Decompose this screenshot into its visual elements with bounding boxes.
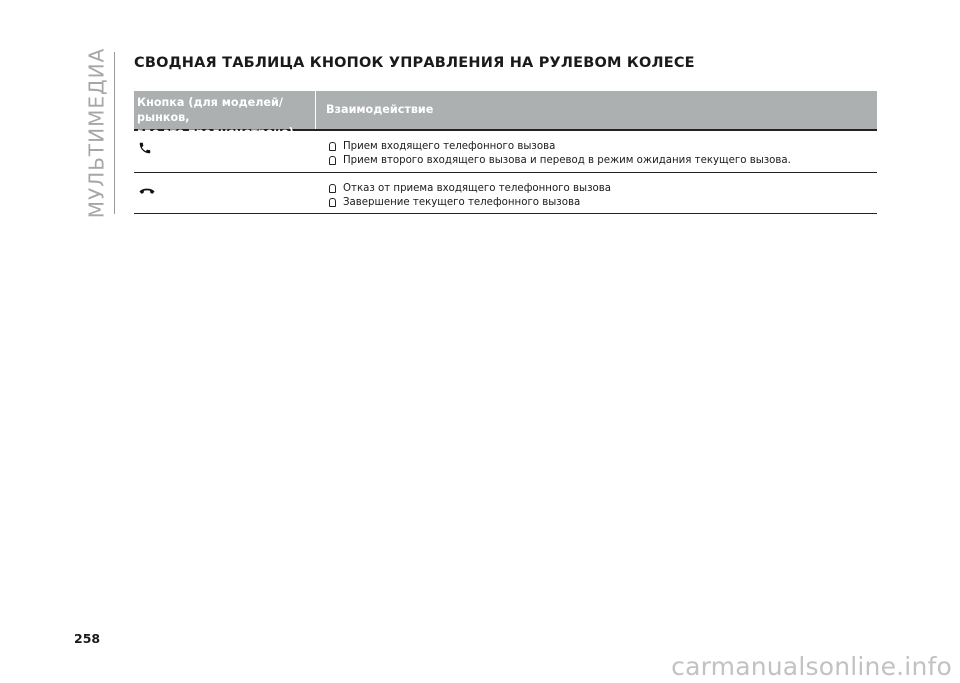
list-item xyxy=(326,154,791,168)
button-cell xyxy=(134,131,326,172)
button-cell xyxy=(134,173,326,213)
header-button-line2: где это предусмотрено) xyxy=(137,126,294,139)
bullet-icon xyxy=(329,142,336,151)
bullet-icon xyxy=(329,184,336,193)
action-text: Прием второго входящего вызова и перевод в режим ожидания текущего вызова. xyxy=(343,154,791,166)
actions-cell xyxy=(326,131,791,172)
list-item xyxy=(326,140,791,154)
page-title: СВОДНАЯ ТАБЛИЦА КНОПОК УПРАВЛЕНИЯ НА РУЛЕВОМ КОЛЕСЕ xyxy=(134,55,695,71)
header-button-line1: Кнопка (для моделей/рынков, xyxy=(137,96,283,124)
table-header xyxy=(134,91,877,139)
phone-hangup-icon xyxy=(139,187,155,197)
controls-table xyxy=(134,91,877,214)
actions-cell xyxy=(326,173,611,213)
bullet-icon xyxy=(329,156,336,165)
section-tab-label: МУЛЬТИМЕДИА xyxy=(84,47,109,219)
table-row xyxy=(134,131,877,173)
page-number: 258 xyxy=(74,631,101,646)
action-text: Отказ от приема входящего телефонного вызова xyxy=(343,183,611,194)
bullet-icon xyxy=(329,198,336,207)
list-item xyxy=(326,182,611,196)
section-divider xyxy=(114,52,115,214)
header-button-column xyxy=(134,91,316,139)
section-tab xyxy=(84,47,109,219)
table-row xyxy=(134,173,877,214)
phone-answer-icon xyxy=(138,141,152,155)
action-text: Завершение текущего телефонного вызова xyxy=(343,196,581,208)
list-item xyxy=(326,196,611,210)
watermark: carmanualsonline.info xyxy=(671,652,952,681)
action-text: Прием входящего телефонного вызова xyxy=(343,141,556,152)
header-interaction-column: Взаимодействие xyxy=(326,103,434,116)
